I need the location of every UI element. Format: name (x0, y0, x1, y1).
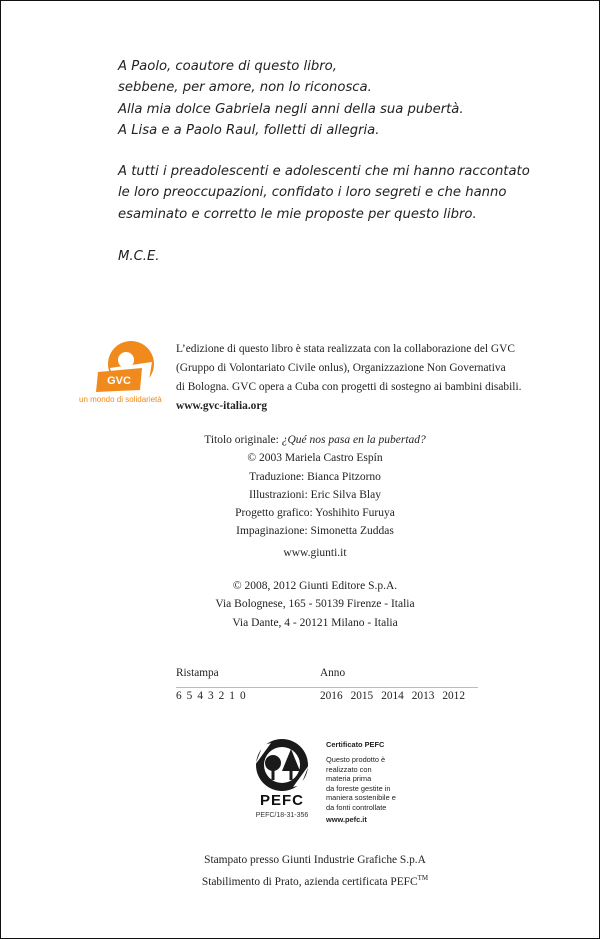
pefc-logo-text: PEFC (259, 792, 304, 809)
pefc-tree-icon (249, 735, 315, 793)
dedication-line: esaminato e corretto le mie proposte per questo libro. (118, 206, 477, 222)
reprint-number: 1 (229, 690, 235, 702)
publisher-website[interactable]: www.giunti.it (283, 547, 347, 559)
trademark-mark: TM (417, 874, 429, 882)
printer-note (170, 851, 460, 891)
gvc-line: (Gruppo di Volontariato Civile onlus), Organizzazione Non Governativa (176, 362, 506, 374)
gvc-line: di Bologna. GVC opera a Cuba con progetti di sostegno ai bambini disabili. (176, 381, 522, 393)
dedication-paragraph-2 (118, 161, 538, 225)
dedication-line: sebbene, per amore, non lo riconosca. (118, 80, 372, 96)
gvc-collaboration-note (176, 340, 576, 416)
reprint-year: 2012 (442, 690, 465, 702)
dedication-line: A Lisa e a Paolo Raul, folletti di allegria. (118, 122, 380, 138)
reprint-number: 0 (239, 690, 246, 702)
dedication-line: le loro preoccupazioni, confidato i loro segreti e che hanno (118, 185, 507, 201)
reprint-year: 2015 (350, 690, 374, 702)
dedication-paragraph-1 (118, 56, 538, 141)
pefc-title: Certificato PEFC (326, 740, 385, 749)
reprint-number: 2 (218, 690, 225, 702)
reprint-years (320, 690, 465, 702)
reprint-year: 2014 (381, 690, 404, 702)
gvc-logo (76, 340, 176, 408)
dedication-line: A tutti i preadolescenti e adolescenti che mi hanno raccontato (118, 164, 530, 179)
gvc-line: L’edizione di questo libro è stata realizzata con la collaborazione del GVC (176, 343, 515, 355)
gvc-logo-text: GVC (107, 375, 131, 387)
pefc-line: da fonti controllate (326, 802, 387, 812)
reprint-number: 4 (197, 690, 203, 702)
publisher-line: Via Bolognese, 165 - 50139 Firenze - Italia (215, 598, 415, 611)
reprint-number: 6 (176, 690, 182, 702)
dedication-signature: M.C.E. (118, 249, 160, 264)
reprint-year: 2016 (320, 690, 343, 702)
reprint-year: 2013 (411, 690, 435, 702)
credits-block (150, 431, 480, 541)
printer-line-1: Stampato presso Giunti Industrie Grafiche S.p.A (204, 854, 426, 866)
original-title-label: Titolo originale: (204, 434, 279, 446)
gvc-tagline: un mondo di solidarietà (79, 395, 162, 404)
credit-line: Progetto grafico: Yoshihito Furuya (235, 507, 395, 520)
publisher-line: Via Dante, 4 - 20121 Milano - Italia (232, 616, 398, 629)
pefc-line: materia prima (326, 774, 372, 784)
pefc-url[interactable]: www.pefc.it (326, 815, 367, 824)
printer-line-2-text: Stabilimento di Prato, azienda certificata PEFC (201, 875, 418, 888)
credit-line: Traduzione: Bianca Pitzorno (249, 470, 381, 483)
credit-line: Impaginazione: Simonetta Zuddas (236, 525, 394, 538)
credit-line: Illustrazioni: Eric Silva Blay (249, 488, 381, 501)
reprint-rule (176, 687, 478, 688)
pefc-logo (246, 735, 318, 823)
printer-line-2 (170, 869, 460, 891)
pefc-line: Questo prodotto è (326, 755, 386, 764)
pefc-line: realizzato con (326, 764, 372, 774)
ristampa-label: Ristampa (176, 667, 219, 679)
gvc-url[interactable]: www.gvc-italia.org (176, 400, 268, 412)
original-title-line (150, 431, 480, 449)
pefc-line: maniera sostenibile e (326, 793, 396, 803)
credit-line: © 2003 Mariela Castro Espín (247, 452, 383, 465)
reprint-number: 3 (207, 690, 214, 702)
pefc-description (326, 755, 406, 813)
publisher-block (150, 577, 480, 632)
anno-label: Anno (320, 667, 346, 679)
original-title: ¿Qué nos pasa en la pubertad? (281, 434, 426, 446)
publisher-line: © 2008, 2012 Giunti Editore S.p.A. (232, 580, 398, 592)
gvc-logo-icon (76, 340, 176, 398)
reprint-number: 5 (186, 690, 193, 702)
reprint-numbers (176, 690, 246, 702)
dedication-line: A Paolo, coautore di questo libro, (118, 59, 337, 74)
dedication-line: Alla mia dolce Gabriela negli anni della sua pubertà. (118, 101, 464, 117)
pefc-line: da foreste gestite in (326, 783, 391, 793)
pefc-code: PEFC/18-31-356 (255, 812, 309, 819)
